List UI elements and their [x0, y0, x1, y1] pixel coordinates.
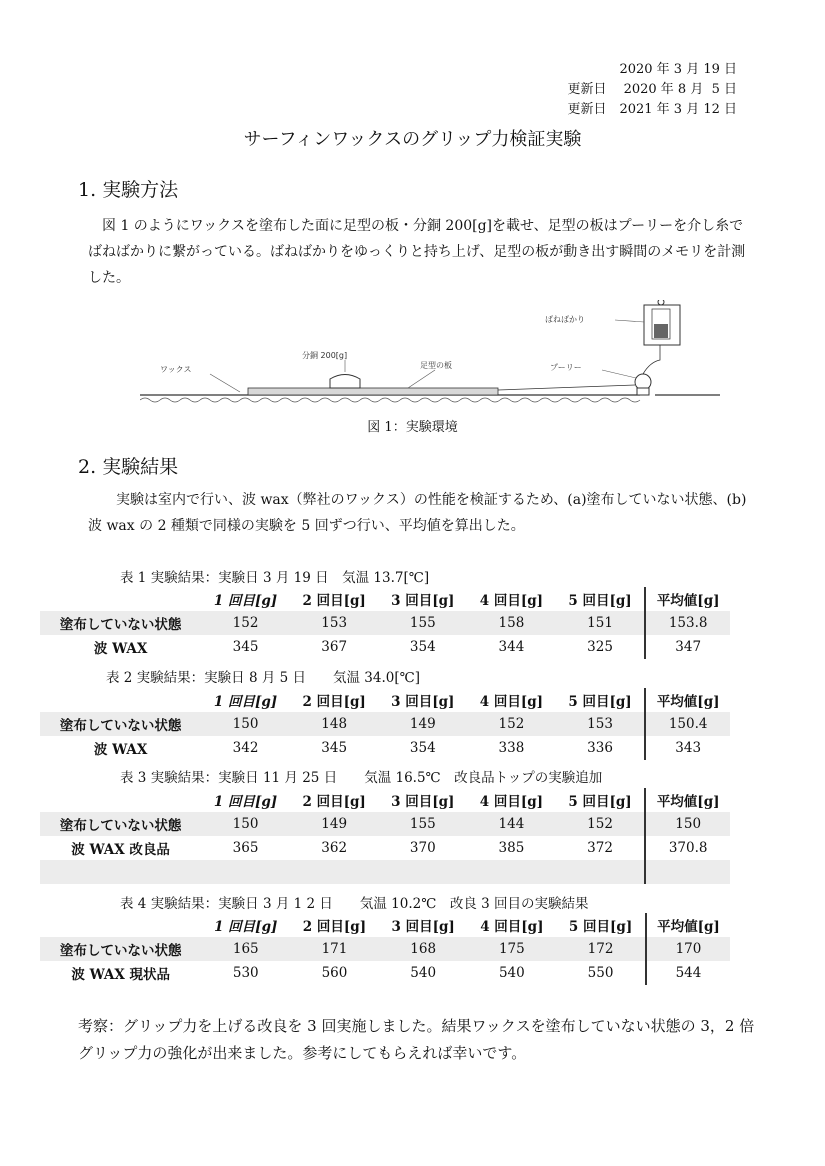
header-cell: 3 回目[g] — [391, 794, 455, 810]
value-cell: 336 — [587, 740, 613, 756]
value-cell: 150 — [201, 812, 290, 836]
value-cell: 148 — [290, 712, 379, 736]
value-cell: 540 — [498, 965, 525, 981]
row-label: 塗布していない状態 — [40, 611, 201, 635]
value-cell: 345 — [321, 740, 348, 756]
row-label: 波 WAX — [93, 742, 148, 758]
header-cell: 5 回目[g] — [568, 593, 632, 609]
value-cell: 172 — [556, 937, 646, 961]
header-cell: 5 回目[g] — [568, 794, 632, 810]
value-cell: 144 — [467, 812, 556, 836]
header-cell: 1 回目[g] — [213, 794, 278, 810]
section1-heading: 1. 実験方法 — [78, 179, 179, 201]
header-cell: 平均値[g] — [645, 688, 730, 712]
conclusion-text: 考察：グリップ力を上げる改良を 3 回実施しました。結果ワックスを塗布していない状態の 3，2 倍グリップ力の強化が出来ました。参考にしてもらえれば幸いです。 — [78, 1017, 755, 1062]
value-cell: 152 — [556, 812, 646, 836]
header-cell: 1 回目[g] — [213, 694, 278, 710]
header-cell: 平均値[g] — [646, 913, 730, 937]
spring-scale-shape — [644, 300, 680, 345]
value-cell: 365 — [232, 840, 259, 856]
average-cell: 150.4 — [645, 712, 730, 736]
section2-heading: 2. 実験結果 — [78, 456, 179, 478]
value-cell: 150 — [201, 712, 290, 736]
label-weight: 分銅 200[g] — [302, 351, 348, 360]
value-cell: 367 — [321, 639, 348, 655]
table-row — [40, 937, 730, 961]
row-label: 塗布していない状態 — [40, 937, 201, 961]
value-cell: 325 — [587, 639, 613, 655]
section1-body: 図 1 のようにワックスを塗布した面に足型の板・分銅 200[g]を載せ、足型の板はプーリーを介し糸でばねばかりに繋がっている。ばねばかりをゆっくりと持ち上げ、足型の板が動き出す瞬間のメモリを計測した。 — [88, 218, 746, 286]
table2-caption: 表 2 実験結果：実験日 8 月 5 日 気温 34.0[℃] — [106, 670, 420, 686]
foot-board — [248, 388, 498, 395]
value-cell: 152 — [467, 712, 556, 736]
header-cell: 1 回目[g] — [214, 919, 278, 935]
value-cell: 354 — [409, 740, 436, 756]
date-updated-1: 更新日 2020 年 8 月 5 日 — [567, 82, 737, 97]
table-header-row — [40, 913, 730, 937]
value-cell: 385 — [498, 840, 525, 856]
row-label: 塗布していない状態 — [40, 812, 201, 836]
value-cell: 550 — [587, 965, 614, 981]
header-cell: 3 回目[g] — [391, 919, 455, 935]
figure-caption: 図 1：実験環境 — [367, 420, 458, 435]
table-row — [40, 836, 730, 860]
label-board: 足型の板 — [420, 361, 452, 370]
result-table-1 — [40, 587, 730, 659]
value-cell: 372 — [587, 840, 613, 856]
ground-surface — [140, 395, 720, 402]
header-cell: 5 回目[g] — [568, 919, 633, 935]
value-cell: 560 — [321, 965, 348, 981]
section2-body: 実験は室内で行い、波 wax（弊社のワックス）の性能を検証するため、(a)塗布していない状態、(b)波 wax の 2 種類で同様の実験を 5 回ずつ行い、平均値を算出した。 — [88, 492, 747, 534]
value-cell: 175 — [468, 937, 557, 961]
table-row — [40, 611, 730, 635]
header-cell: 2 回目[g] — [302, 794, 366, 810]
label-pulley: プーリー — [550, 363, 582, 372]
value-cell: 354 — [409, 639, 436, 655]
value-cell: 338 — [498, 740, 525, 756]
table4-caption: 表 4 実験結果：実験日 3 月 1 2 日 気温 10.2℃ 改良 3 回目の実験結果 — [120, 896, 589, 912]
result-table-3 — [40, 788, 730, 884]
row-label: 塗布していない状態 — [40, 712, 201, 736]
empty-row — [40, 860, 730, 884]
table-row — [40, 736, 730, 760]
value-cell: 342 — [232, 740, 259, 756]
label-wax: ワックス — [160, 365, 192, 374]
value-cell: 540 — [410, 965, 437, 981]
table-row — [40, 635, 730, 659]
header-cell: 2 回目[g] — [302, 593, 366, 609]
table-row — [40, 961, 730, 985]
average-cell: 343 — [645, 736, 730, 760]
result-table-2 — [40, 688, 730, 760]
header-cell: 5 回目[g] — [568, 694, 632, 710]
value-cell: 149 — [378, 712, 467, 736]
header-cell: 2 回目[g] — [302, 694, 366, 710]
result-table-4 — [40, 913, 730, 985]
date-created: 2020 年 3 月 19 日 — [619, 62, 737, 77]
value-cell: 153 — [556, 712, 646, 736]
value-cell: 155 — [378, 611, 467, 635]
document-title: サーフィンワックスのグリップ力検証実験 — [243, 129, 582, 150]
weight-shape — [330, 375, 360, 389]
value-cell: 362 — [321, 840, 348, 856]
average-cell: 150 — [645, 812, 730, 836]
table-row — [40, 712, 730, 736]
table1-caption: 表 1 実験結果：実験日 3 月 19 日 気温 13.7[℃] — [120, 570, 430, 586]
value-cell: 149 — [290, 812, 379, 836]
value-cell: 153 — [290, 611, 379, 635]
table-row — [40, 812, 730, 836]
average-cell: 544 — [646, 961, 730, 985]
header-cell: 2 回目[g] — [302, 919, 367, 935]
value-cell: 370 — [409, 840, 436, 856]
table3-caption: 表 3 実験結果：実験日 11 月 25 日 気温 16.5℃ 改良品トップの実験追加 — [120, 770, 603, 786]
header-cell: 平均値[g] — [645, 788, 730, 812]
header-cell: 4 回目[g] — [479, 694, 544, 710]
date-updated-2: 更新日 2021 年 3 月 12 日 — [567, 102, 737, 117]
value-cell: 168 — [379, 937, 468, 961]
label-scale: ばねばかり — [545, 315, 585, 324]
value-cell: 530 — [232, 965, 259, 981]
value-cell: 151 — [556, 611, 646, 635]
average-cell: 347 — [645, 635, 730, 659]
row-label: 波 WAX — [93, 641, 148, 657]
header-cell: 3 回目[g] — [391, 694, 455, 710]
header-cell: 4 回目[g] — [479, 794, 544, 810]
header-cell: 4 回目[g] — [480, 919, 544, 935]
header-cell: 3 回目[g] — [391, 593, 455, 609]
value-cell: 171 — [290, 937, 379, 961]
value-cell: 155 — [378, 812, 467, 836]
average-cell: 153.8 — [645, 611, 730, 635]
value-cell: 152 — [201, 611, 290, 635]
date-block — [567, 60, 737, 120]
header-cell: 4 回目[g] — [479, 593, 544, 609]
value-cell: 344 — [498, 639, 525, 655]
row-label: 波 WAX 改良品 — [71, 842, 170, 858]
value-cell: 165 — [201, 937, 290, 961]
average-cell: 170 — [646, 937, 730, 961]
value-cell: 158 — [467, 611, 556, 635]
row-label: 波 WAX 現状品 — [71, 967, 171, 983]
experiment-figure — [140, 300, 720, 410]
table-header-row — [40, 587, 730, 611]
table-header-row — [40, 788, 730, 812]
header-cell: 平均値[g] — [645, 587, 730, 611]
average-cell: 370.8 — [645, 836, 730, 860]
header-cell: 1 回目[g] — [213, 593, 278, 609]
table-header-row — [40, 688, 730, 712]
value-cell: 345 — [232, 639, 259, 655]
